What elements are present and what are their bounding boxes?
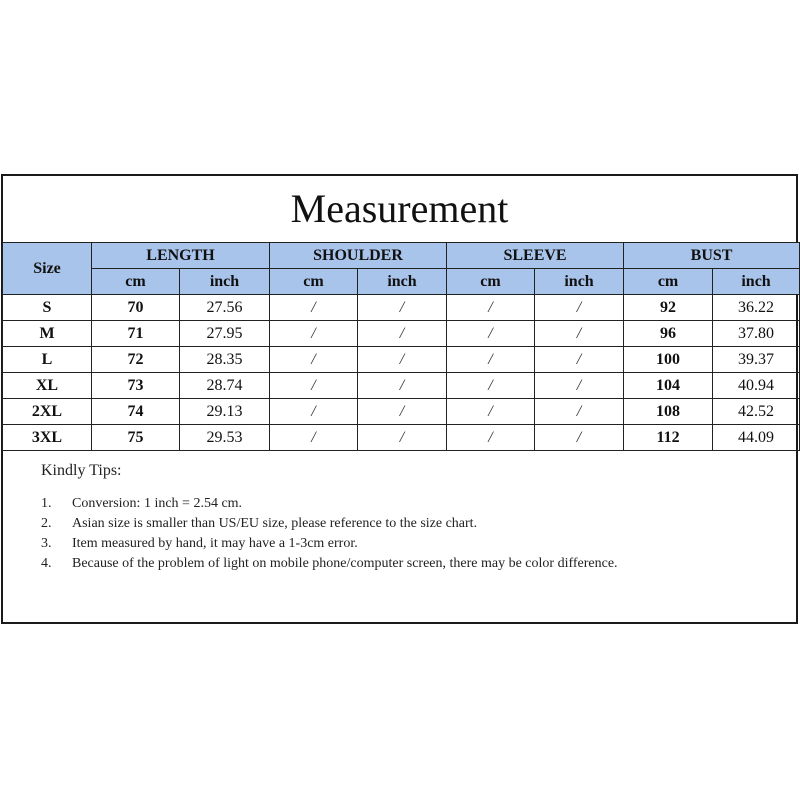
length-cm-cell: 74: [92, 399, 180, 425]
shoulder-cm-cell: /: [270, 347, 358, 373]
length-inch-cell: 29.53: [180, 425, 270, 451]
sleeve-inch-cell: /: [535, 399, 624, 425]
measurement-card: [1, 174, 798, 624]
size-cell: S: [3, 295, 92, 321]
list-item: [41, 514, 761, 534]
sleeve-inch-cell: /: [535, 425, 624, 451]
unit-inch-header: inch: [713, 269, 800, 295]
bust-cm-cell: 108: [624, 399, 713, 425]
tips-list: [41, 494, 761, 574]
bust-cm-cell: 92: [624, 295, 713, 321]
tips-title: Kindly Tips:: [41, 462, 122, 479]
bust-inch-cell: 40.94: [713, 373, 800, 399]
unit-cm-header: cm: [447, 269, 535, 295]
shoulder-cm-cell: /: [270, 321, 358, 347]
unit-header-row: [3, 269, 800, 295]
shoulder-header: SHOULDER: [270, 243, 447, 269]
sleeve-inch-cell: /: [535, 295, 624, 321]
bust-inch-cell: 37.80: [713, 321, 800, 347]
bust-header: BUST: [624, 243, 800, 269]
length-cm-cell: 72: [92, 347, 180, 373]
bust-inch-cell: 36.22: [713, 295, 800, 321]
table-row: [3, 425, 800, 451]
unit-inch-header: inch: [535, 269, 624, 295]
length-cm-cell: 70: [92, 295, 180, 321]
table-row: [3, 347, 800, 373]
length-cm-cell: 71: [92, 321, 180, 347]
unit-cm-header: cm: [624, 269, 713, 295]
sleeve-cm-cell: /: [447, 321, 535, 347]
shoulder-inch-cell: /: [358, 347, 447, 373]
table-row: [3, 295, 800, 321]
tip-text: Conversion: 1 inch = 2.54 cm.: [72, 496, 243, 511]
sleeve-cm-cell: /: [447, 295, 535, 321]
shoulder-inch-cell: /: [358, 295, 447, 321]
page-title: Measurement: [290, 186, 509, 231]
size-cell: 2XL: [3, 399, 92, 425]
sleeve-cm-cell: /: [447, 347, 535, 373]
sleeve-inch-cell: /: [535, 347, 624, 373]
shoulder-inch-cell: /: [358, 399, 447, 425]
tip-text: Because of the problem of light on mobile phone/computer screen, there may be color difference.: [72, 556, 618, 571]
group-header-row: [3, 243, 800, 269]
sleeve-cm-cell: /: [447, 399, 535, 425]
sleeve-inch-cell: /: [535, 321, 624, 347]
bust-cm-cell: 100: [624, 347, 713, 373]
sleeve-cm-cell: /: [447, 373, 535, 399]
size-table: [2, 242, 800, 451]
size-header: Size: [3, 243, 92, 295]
shoulder-inch-cell: /: [358, 425, 447, 451]
table-row: [3, 373, 800, 399]
length-inch-cell: 29.13: [180, 399, 270, 425]
size-cell: XL: [3, 373, 92, 399]
tip-number: 4.: [41, 556, 52, 571]
unit-cm-header: cm: [92, 269, 180, 295]
shoulder-inch-cell: /: [358, 373, 447, 399]
length-inch-cell: 27.56: [180, 295, 270, 321]
shoulder-inch-cell: /: [358, 321, 447, 347]
list-item: [41, 554, 761, 574]
sleeve-header: SLEEVE: [447, 243, 624, 269]
shoulder-cm-cell: /: [270, 425, 358, 451]
length-cm-cell: 75: [92, 425, 180, 451]
tip-text: Item measured by hand, it may have a 1-3cm error.: [72, 536, 358, 551]
bust-cm-cell: 112: [624, 425, 713, 451]
shoulder-cm-cell: /: [270, 373, 358, 399]
length-inch-cell: 28.74: [180, 373, 270, 399]
length-inch-cell: 27.95: [180, 321, 270, 347]
bust-inch-cell: 44.09: [713, 425, 800, 451]
tip-text: Asian size is smaller than US/EU size, please reference to the size chart.: [72, 516, 478, 531]
list-item: [41, 494, 761, 514]
size-cell: L: [3, 347, 92, 373]
unit-inch-header: inch: [358, 269, 447, 295]
tip-number: 3.: [41, 536, 52, 551]
tips-section: [41, 462, 761, 574]
length-cm-cell: 73: [92, 373, 180, 399]
table-row: [3, 399, 800, 425]
shoulder-cm-cell: /: [270, 399, 358, 425]
size-cell: M: [3, 321, 92, 347]
shoulder-cm-cell: /: [270, 295, 358, 321]
tip-number: 2.: [41, 516, 52, 531]
sleeve-cm-cell: /: [447, 425, 535, 451]
unit-inch-header: inch: [180, 269, 270, 295]
table-row: [3, 321, 800, 347]
bust-cm-cell: 96: [624, 321, 713, 347]
bust-inch-cell: 42.52: [713, 399, 800, 425]
unit-cm-header: cm: [270, 269, 358, 295]
length-inch-cell: 28.35: [180, 347, 270, 373]
tip-number: 1.: [41, 496, 52, 511]
list-item: [41, 534, 761, 554]
sleeve-inch-cell: /: [535, 373, 624, 399]
size-cell: 3XL: [3, 425, 92, 451]
length-header: LENGTH: [92, 243, 270, 269]
bust-cm-cell: 104: [624, 373, 713, 399]
bust-inch-cell: 39.37: [713, 347, 800, 373]
